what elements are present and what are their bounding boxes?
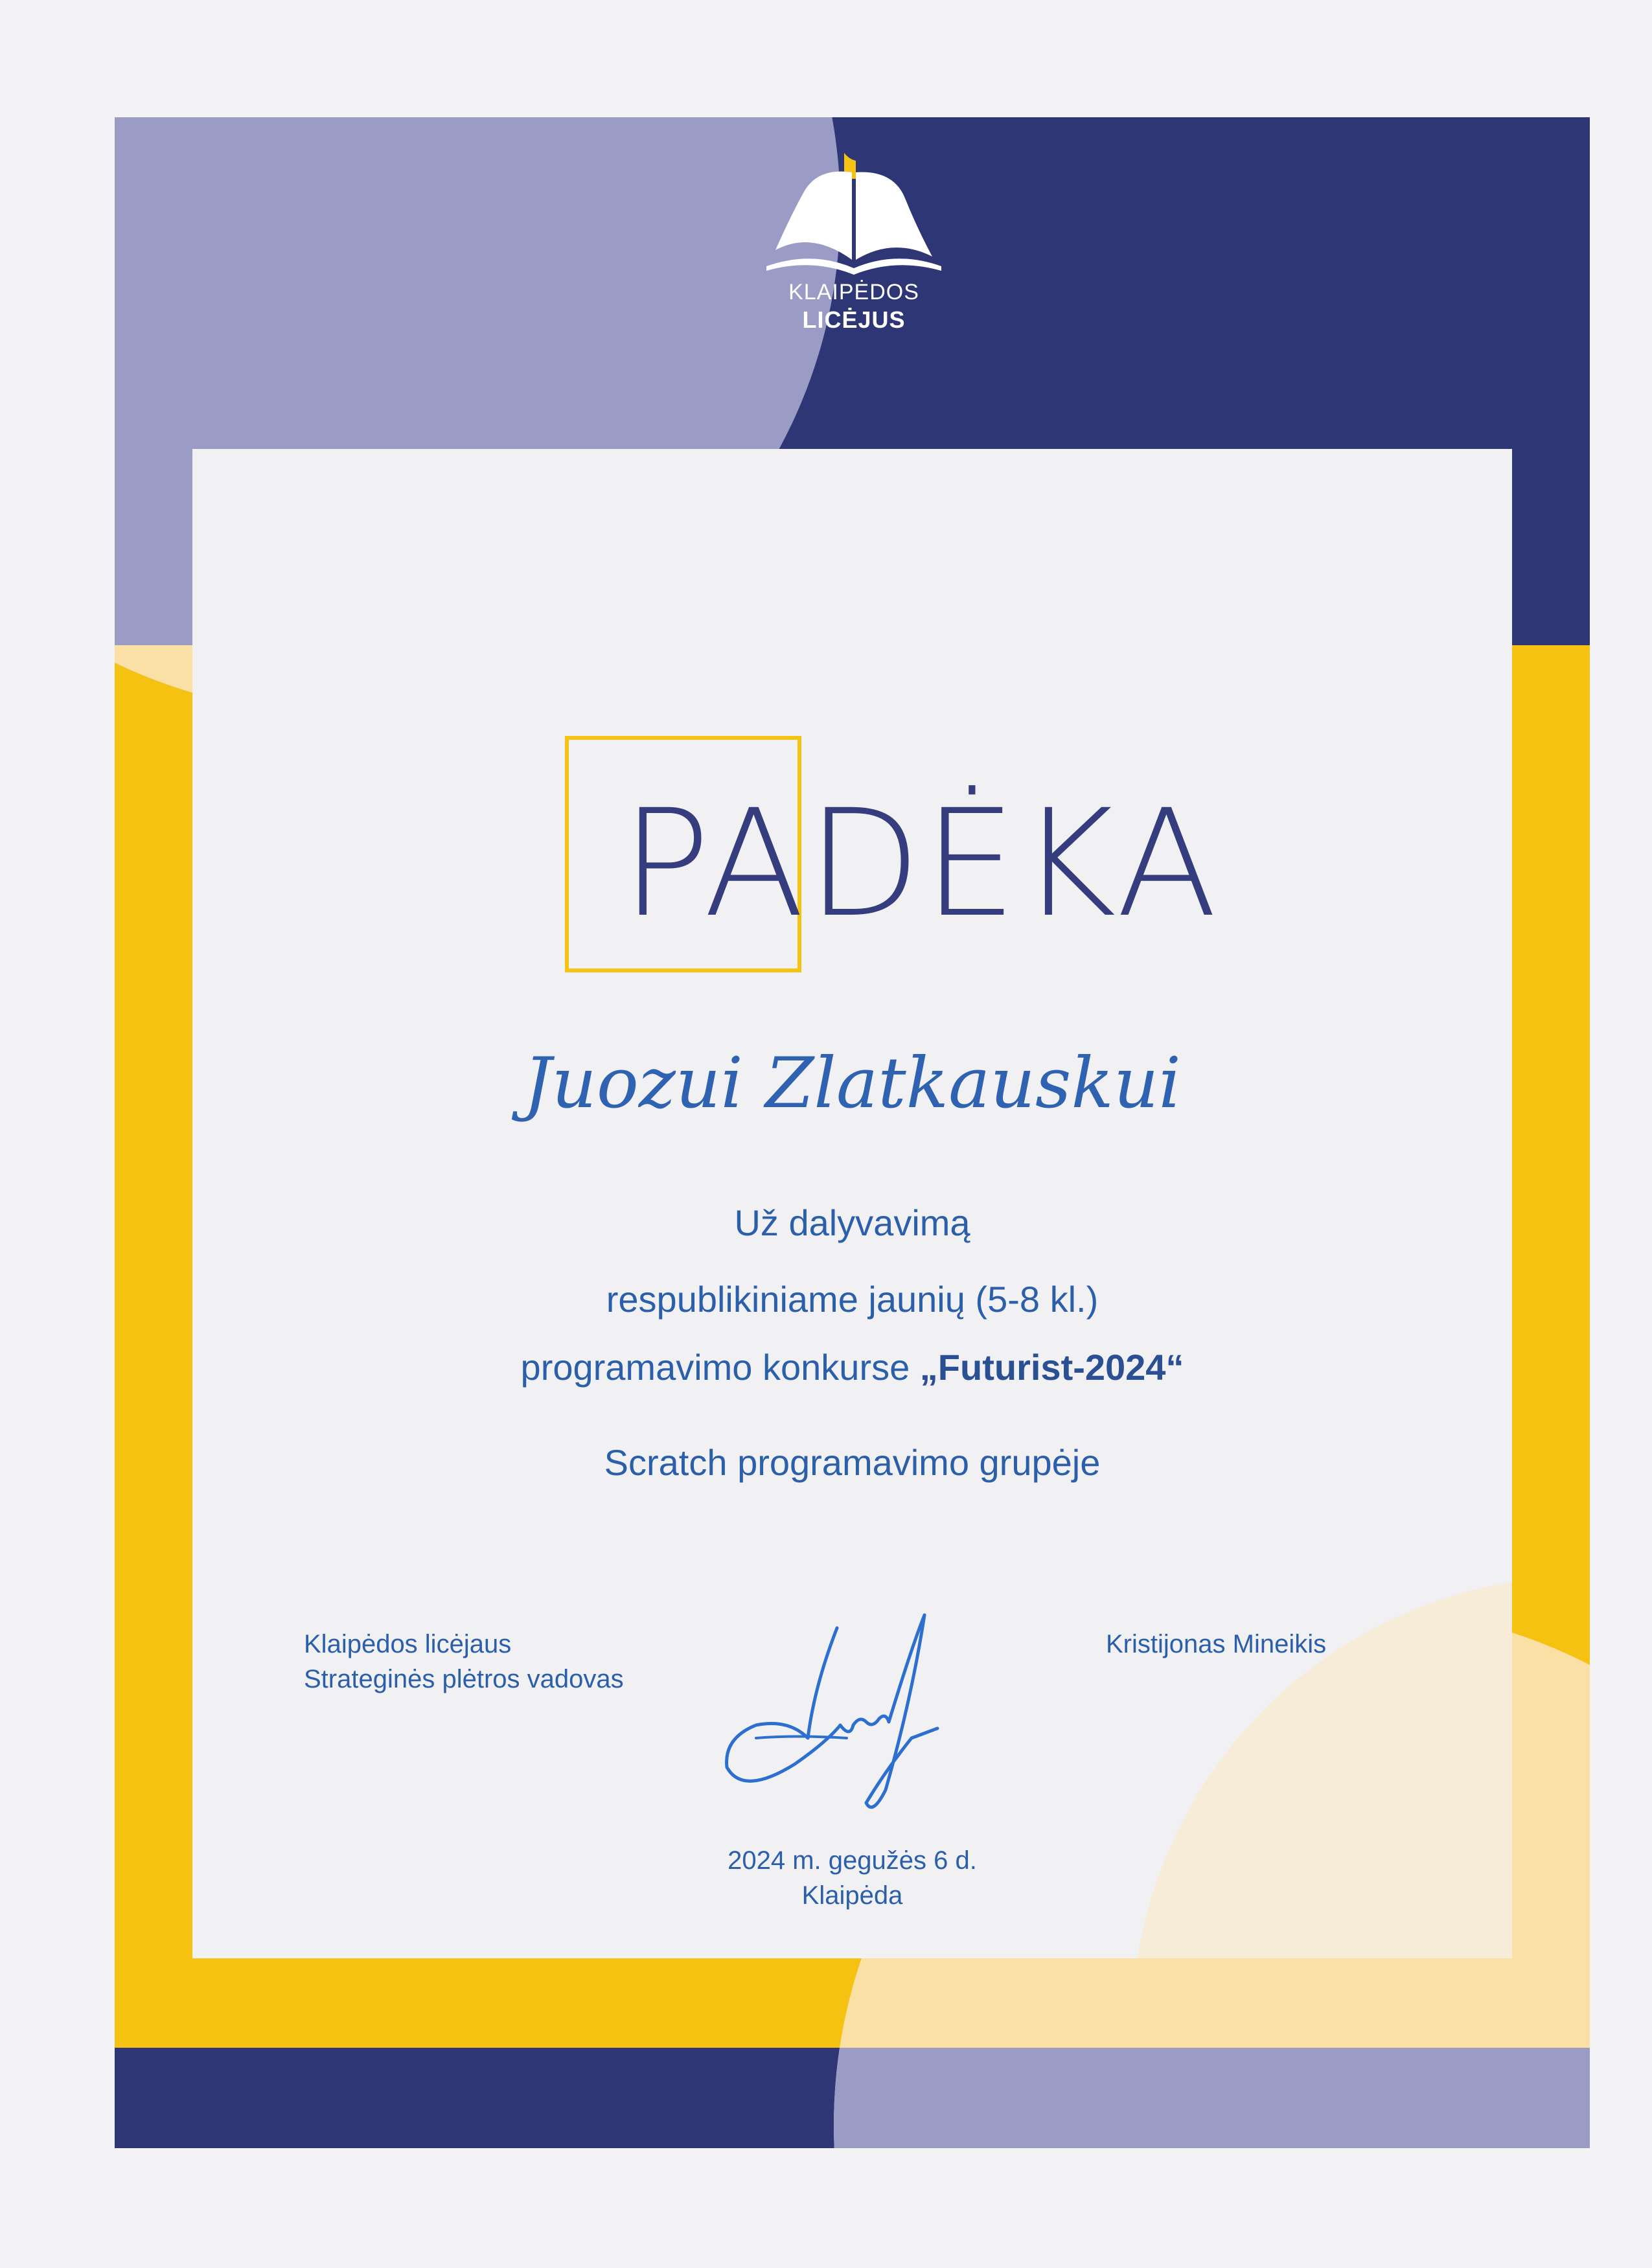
issue-date: 2024 m. gegužės 6 d. [728,1846,977,1875]
contest-name: „Futurist-2024“ [919,1347,1184,1388]
date-and-place [192,1843,1512,1913]
organization-line-1: Klaipėdos licėjaus [304,1630,512,1658]
reason-line-4: Scratch programavimo grupėje [604,1442,1101,1483]
reason-line-2: respublikiniame jaunių (5-8 kl.) [606,1279,1099,1320]
issue-place: Klaipėda [801,1881,903,1910]
certificate-panel [192,449,1512,1958]
reason-line-3 [192,1345,1512,1390]
recipient-name: Juozui Zlatkauskui [523,1043,1181,1124]
open-book-icon [766,153,941,276]
signer-name: Kristijonas Mineikis [1106,1630,1327,1658]
logo-text-line2: LICĖJUS [802,306,906,333]
certificate-title: PADĖKA [621,777,1220,950]
signer-position [304,1627,624,1697]
reason-line-1: Už dalyvavimą [734,1202,970,1243]
school-logo [766,153,941,347]
handwritten-signature [717,1609,950,1822]
organization-line-2: Strateginės plėtros vadovas [304,1665,624,1693]
logo-text-line1: KLAIPĖDOS [788,280,919,304]
reason-line-3-prefix: programavimo konkurse [520,1347,920,1388]
